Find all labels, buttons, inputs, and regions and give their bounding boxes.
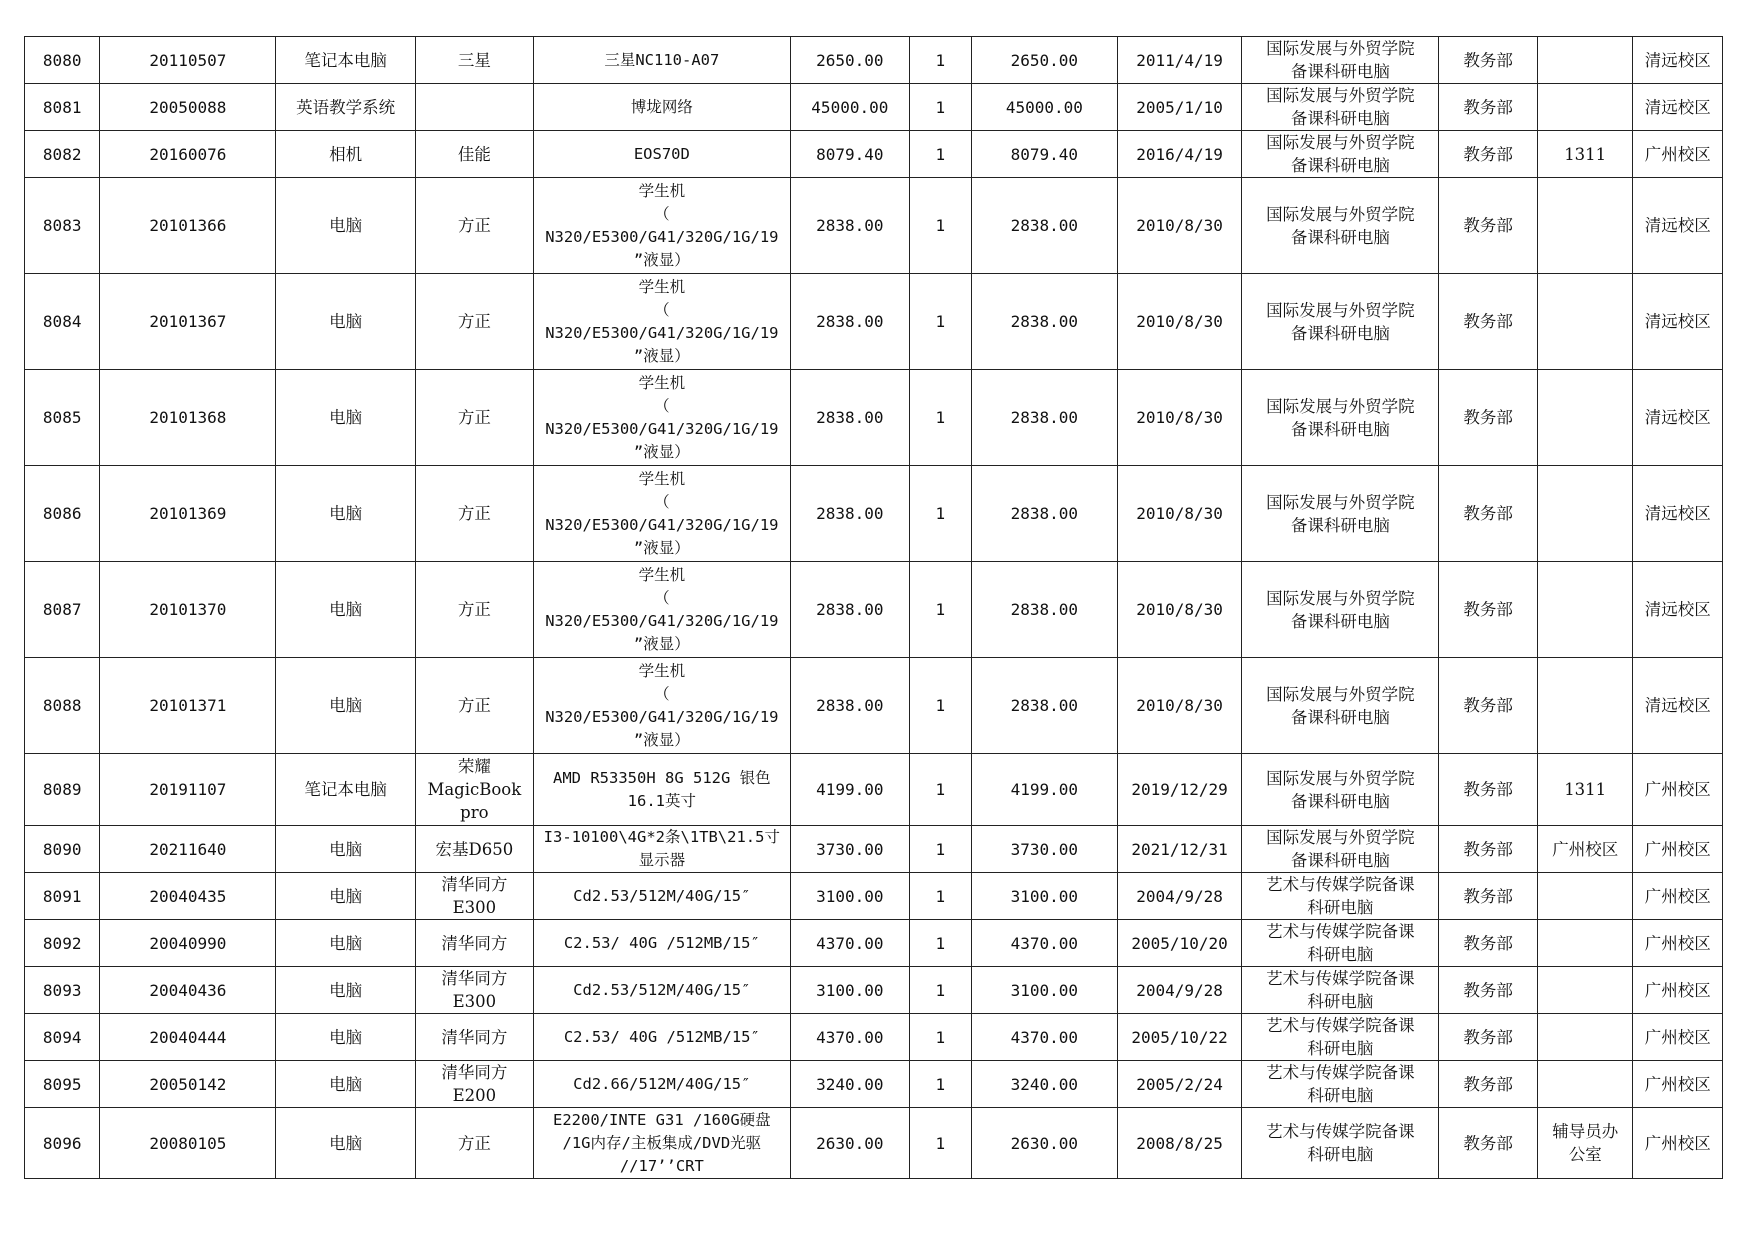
asset-no-cell: 20040435 xyxy=(100,873,276,920)
department-cell: 教务部 xyxy=(1439,562,1538,658)
asset-no-cell: 20050142 xyxy=(100,1061,276,1108)
spec-cell: EOS70D xyxy=(533,131,790,178)
purchase-date-cell: 2010/8/30 xyxy=(1117,274,1242,370)
seq-cell: 8091 xyxy=(25,873,100,920)
usage-cell: 国际发展与外贸学院 备课科研电脑 xyxy=(1242,37,1439,84)
quantity-cell: 1 xyxy=(909,562,971,658)
location-cell xyxy=(1537,370,1633,466)
quantity-cell: 1 xyxy=(909,1061,971,1108)
department-cell: 教务部 xyxy=(1439,1108,1538,1179)
usage-cell: 国际发展与外贸学院 备课科研电脑 xyxy=(1242,370,1439,466)
purchase-date-cell: 2005/2/24 xyxy=(1117,1061,1242,1108)
quantity-cell: 1 xyxy=(909,178,971,274)
spec-cell: 博垅网络 xyxy=(533,84,790,131)
purchase-date-cell: 2005/10/20 xyxy=(1117,920,1242,967)
purchase-date-cell: 2010/8/30 xyxy=(1117,562,1242,658)
asset-table-body xyxy=(25,37,1723,1179)
amount-cell: 4370.00 xyxy=(971,1014,1117,1061)
location-cell: 广州校区 xyxy=(1537,826,1633,873)
spec-cell: Cd2.53/512M/40G/15″ xyxy=(533,873,790,920)
amount-cell: 2838.00 xyxy=(971,562,1117,658)
campus-cell: 广州校区 xyxy=(1633,967,1723,1014)
item-name-cell: 电脑 xyxy=(276,562,416,658)
asset-no-cell: 20040990 xyxy=(100,920,276,967)
seq-cell: 8087 xyxy=(25,562,100,658)
brand-cell: 荣耀 MagicBook pro xyxy=(416,754,534,826)
quantity-cell: 1 xyxy=(909,370,971,466)
amount-cell: 2838.00 xyxy=(971,658,1117,754)
quantity-cell: 1 xyxy=(909,466,971,562)
location-cell: 1311 xyxy=(1537,754,1633,826)
brand-cell: 清华同方 xyxy=(416,920,534,967)
asset-no-cell: 20101367 xyxy=(100,274,276,370)
purchase-date-cell: 2005/10/22 xyxy=(1117,1014,1242,1061)
campus-cell: 广州校区 xyxy=(1633,920,1723,967)
table-row xyxy=(25,1061,1723,1108)
department-cell: 教务部 xyxy=(1439,658,1538,754)
item-name-cell: 英语教学系统 xyxy=(276,84,416,131)
amount-cell: 2838.00 xyxy=(971,466,1117,562)
seq-cell: 8080 xyxy=(25,37,100,84)
location-cell xyxy=(1537,84,1633,131)
campus-cell: 清远校区 xyxy=(1633,274,1723,370)
quantity-cell: 1 xyxy=(909,658,971,754)
department-cell: 教务部 xyxy=(1439,274,1538,370)
asset-no-cell: 20191107 xyxy=(100,754,276,826)
table-row xyxy=(25,967,1723,1014)
location-cell xyxy=(1537,873,1633,920)
spec-cell: I3-10100\4G*2条\1TB\21.5寸 显示器 xyxy=(533,826,790,873)
amount-cell: 2630.00 xyxy=(971,1108,1117,1179)
quantity-cell: 1 xyxy=(909,84,971,131)
brand-cell: 方正 xyxy=(416,562,534,658)
brand-cell: 方正 xyxy=(416,1108,534,1179)
seq-cell: 8083 xyxy=(25,178,100,274)
location-cell xyxy=(1537,967,1633,1014)
brand-cell: 方正 xyxy=(416,466,534,562)
campus-cell: 广州校区 xyxy=(1633,754,1723,826)
seq-cell: 8085 xyxy=(25,370,100,466)
department-cell: 教务部 xyxy=(1439,178,1538,274)
spec-cell: 学生机 （ N320/E5300/G41/320G/1G/19 ”液显） xyxy=(533,658,790,754)
purchase-date-cell: 2010/8/30 xyxy=(1117,370,1242,466)
department-cell: 教务部 xyxy=(1439,967,1538,1014)
table-row xyxy=(25,466,1723,562)
unit-price-cell: 3100.00 xyxy=(791,967,910,1014)
usage-cell: 国际发展与外贸学院 备课科研电脑 xyxy=(1242,131,1439,178)
purchase-date-cell: 2010/8/30 xyxy=(1117,466,1242,562)
table-row xyxy=(25,131,1723,178)
purchase-date-cell: 2005/1/10 xyxy=(1117,84,1242,131)
item-name-cell: 电脑 xyxy=(276,1014,416,1061)
item-name-cell: 相机 xyxy=(276,131,416,178)
item-name-cell: 电脑 xyxy=(276,1108,416,1179)
department-cell: 教务部 xyxy=(1439,370,1538,466)
unit-price-cell: 4370.00 xyxy=(791,920,910,967)
location-cell xyxy=(1537,466,1633,562)
department-cell: 教务部 xyxy=(1439,466,1538,562)
asset-no-cell: 20101371 xyxy=(100,658,276,754)
asset-no-cell: 20101368 xyxy=(100,370,276,466)
department-cell: 教务部 xyxy=(1439,1061,1538,1108)
item-name-cell: 电脑 xyxy=(276,873,416,920)
item-name-cell: 电脑 xyxy=(276,1061,416,1108)
spec-cell: 三星NC110-A07 xyxy=(533,37,790,84)
location-cell xyxy=(1537,1061,1633,1108)
location-cell xyxy=(1537,1014,1633,1061)
department-cell: 教务部 xyxy=(1439,920,1538,967)
location-cell xyxy=(1537,178,1633,274)
purchase-date-cell: 2010/8/30 xyxy=(1117,658,1242,754)
usage-cell: 国际发展与外贸学院 备课科研电脑 xyxy=(1242,466,1439,562)
spec-cell: AMD R53350H 8G 512G 银色 16.1英寸 xyxy=(533,754,790,826)
unit-price-cell: 2838.00 xyxy=(791,466,910,562)
item-name-cell: 电脑 xyxy=(276,658,416,754)
table-row xyxy=(25,84,1723,131)
campus-cell: 清远校区 xyxy=(1633,466,1723,562)
unit-price-cell: 2630.00 xyxy=(791,1108,910,1179)
department-cell: 教务部 xyxy=(1439,84,1538,131)
table-row xyxy=(25,658,1723,754)
item-name-cell: 电脑 xyxy=(276,967,416,1014)
seq-cell: 8093 xyxy=(25,967,100,1014)
location-cell xyxy=(1537,37,1633,84)
item-name-cell: 电脑 xyxy=(276,274,416,370)
campus-cell: 清远校区 xyxy=(1633,562,1723,658)
location-cell xyxy=(1537,658,1633,754)
brand-cell: 清华同方 E300 xyxy=(416,873,534,920)
location-cell: 辅导员办 公室 xyxy=(1537,1108,1633,1179)
unit-price-cell: 2838.00 xyxy=(791,658,910,754)
amount-cell: 4370.00 xyxy=(971,920,1117,967)
spec-cell: C2.53/ 40G /512MB/15″ xyxy=(533,920,790,967)
unit-price-cell: 3100.00 xyxy=(791,873,910,920)
unit-price-cell: 3240.00 xyxy=(791,1061,910,1108)
quantity-cell: 1 xyxy=(909,274,971,370)
campus-cell: 清远校区 xyxy=(1633,37,1723,84)
table-row xyxy=(25,370,1723,466)
location-cell xyxy=(1537,562,1633,658)
brand-cell: 清华同方 xyxy=(416,1014,534,1061)
unit-price-cell: 45000.00 xyxy=(791,84,910,131)
asset-no-cell: 20160076 xyxy=(100,131,276,178)
spec-cell: 学生机 （ N320/E5300/G41/320G/1G/19 ”液显） xyxy=(533,274,790,370)
spec-cell: Cd2.66/512M/40G/15″ xyxy=(533,1061,790,1108)
table-row xyxy=(25,274,1723,370)
asset-table xyxy=(24,36,1723,1179)
quantity-cell: 1 xyxy=(909,826,971,873)
item-name-cell: 电脑 xyxy=(276,466,416,562)
asset-no-cell: 20211640 xyxy=(100,826,276,873)
purchase-date-cell: 2019/12/29 xyxy=(1117,754,1242,826)
quantity-cell: 1 xyxy=(909,37,971,84)
amount-cell: 2650.00 xyxy=(971,37,1117,84)
unit-price-cell: 2838.00 xyxy=(791,370,910,466)
unit-price-cell: 2838.00 xyxy=(791,178,910,274)
asset-no-cell: 20050088 xyxy=(100,84,276,131)
seq-cell: 8096 xyxy=(25,1108,100,1179)
usage-cell: 艺术与传媒学院备课 科研电脑 xyxy=(1242,1061,1439,1108)
seq-cell: 8090 xyxy=(25,826,100,873)
brand-cell xyxy=(416,84,534,131)
quantity-cell: 1 xyxy=(909,1108,971,1179)
campus-cell: 清远校区 xyxy=(1633,370,1723,466)
campus-cell: 广州校区 xyxy=(1633,131,1723,178)
unit-price-cell: 2838.00 xyxy=(791,562,910,658)
table-row xyxy=(25,920,1723,967)
amount-cell: 2838.00 xyxy=(971,370,1117,466)
department-cell: 教务部 xyxy=(1439,1014,1538,1061)
usage-cell: 艺术与传媒学院备课 科研电脑 xyxy=(1242,920,1439,967)
quantity-cell: 1 xyxy=(909,873,971,920)
item-name-cell: 笔记本电脑 xyxy=(276,37,416,84)
department-cell: 教务部 xyxy=(1439,37,1538,84)
quantity-cell: 1 xyxy=(909,920,971,967)
amount-cell: 8079.40 xyxy=(971,131,1117,178)
table-row xyxy=(25,1108,1723,1179)
amount-cell: 3240.00 xyxy=(971,1061,1117,1108)
quantity-cell: 1 xyxy=(909,754,971,826)
purchase-date-cell: 2004/9/28 xyxy=(1117,967,1242,1014)
brand-cell: 佳能 xyxy=(416,131,534,178)
usage-cell: 国际发展与外贸学院 备课科研电脑 xyxy=(1242,754,1439,826)
amount-cell: 45000.00 xyxy=(971,84,1117,131)
spec-cell: 学生机 （ N320/E5300/G41/320G/1G/19 ”液显） xyxy=(533,562,790,658)
amount-cell: 4199.00 xyxy=(971,754,1117,826)
table-row xyxy=(25,562,1723,658)
unit-price-cell: 2650.00 xyxy=(791,37,910,84)
purchase-date-cell: 2016/4/19 xyxy=(1117,131,1242,178)
asset-no-cell: 20110507 xyxy=(100,37,276,84)
location-cell: 1311 xyxy=(1537,131,1633,178)
brand-cell: 方正 xyxy=(416,658,534,754)
spec-cell: 学生机 （ N320/E5300/G41/320G/1G/19 ”液显） xyxy=(533,370,790,466)
usage-cell: 艺术与传媒学院备课 科研电脑 xyxy=(1242,873,1439,920)
usage-cell: 艺术与传媒学院备课 科研电脑 xyxy=(1242,1014,1439,1061)
seq-cell: 8086 xyxy=(25,466,100,562)
asset-no-cell: 20040436 xyxy=(100,967,276,1014)
campus-cell: 广州校区 xyxy=(1633,1014,1723,1061)
campus-cell: 广州校区 xyxy=(1633,873,1723,920)
item-name-cell: 笔记本电脑 xyxy=(276,754,416,826)
asset-no-cell: 20080105 xyxy=(100,1108,276,1179)
unit-price-cell: 3730.00 xyxy=(791,826,910,873)
purchase-date-cell: 2021/12/31 xyxy=(1117,826,1242,873)
seq-cell: 8081 xyxy=(25,84,100,131)
seq-cell: 8082 xyxy=(25,131,100,178)
usage-cell: 艺术与传媒学院备课 科研电脑 xyxy=(1242,967,1439,1014)
item-name-cell: 电脑 xyxy=(276,178,416,274)
unit-price-cell: 2838.00 xyxy=(791,274,910,370)
brand-cell: 清华同方 E300 xyxy=(416,967,534,1014)
seq-cell: 8084 xyxy=(25,274,100,370)
brand-cell: 宏基D650 xyxy=(416,826,534,873)
spec-cell: 学生机 （ N320/E5300/G41/320G/1G/19 ”液显） xyxy=(533,466,790,562)
table-row xyxy=(25,37,1723,84)
location-cell xyxy=(1537,274,1633,370)
item-name-cell: 电脑 xyxy=(276,920,416,967)
amount-cell: 3730.00 xyxy=(971,826,1117,873)
spec-cell: C2.53/ 40G /512MB/15″ xyxy=(533,1014,790,1061)
usage-cell: 国际发展与外贸学院 备课科研电脑 xyxy=(1242,274,1439,370)
purchase-date-cell: 2011/4/19 xyxy=(1117,37,1242,84)
purchase-date-cell: 2004/9/28 xyxy=(1117,873,1242,920)
campus-cell: 广州校区 xyxy=(1633,1061,1723,1108)
campus-cell: 清远校区 xyxy=(1633,658,1723,754)
amount-cell: 2838.00 xyxy=(971,274,1117,370)
item-name-cell: 电脑 xyxy=(276,370,416,466)
brand-cell: 方正 xyxy=(416,370,534,466)
amount-cell: 2838.00 xyxy=(971,178,1117,274)
seq-cell: 8088 xyxy=(25,658,100,754)
table-row xyxy=(25,178,1723,274)
brand-cell: 方正 xyxy=(416,274,534,370)
spec-cell: E2200/INTE G31 /160G硬盘 /1G内存/主板集成/DVD光驱 //17’’CRT xyxy=(533,1108,790,1179)
campus-cell: 广州校区 xyxy=(1633,1108,1723,1179)
asset-no-cell: 20040444 xyxy=(100,1014,276,1061)
table-row xyxy=(25,826,1723,873)
amount-cell: 3100.00 xyxy=(971,873,1117,920)
location-cell xyxy=(1537,920,1633,967)
seq-cell: 8089 xyxy=(25,754,100,826)
item-name-cell: 电脑 xyxy=(276,826,416,873)
asset-no-cell: 20101366 xyxy=(100,178,276,274)
usage-cell: 国际发展与外贸学院 备课科研电脑 xyxy=(1242,562,1439,658)
purchase-date-cell: 2010/8/30 xyxy=(1117,178,1242,274)
quantity-cell: 1 xyxy=(909,967,971,1014)
usage-cell: 国际发展与外贸学院 备课科研电脑 xyxy=(1242,826,1439,873)
spec-cell: Cd2.53/512M/40G/15″ xyxy=(533,967,790,1014)
amount-cell: 3100.00 xyxy=(971,967,1117,1014)
department-cell: 教务部 xyxy=(1439,826,1538,873)
brand-cell: 三星 xyxy=(416,37,534,84)
unit-price-cell: 4370.00 xyxy=(791,1014,910,1061)
table-row xyxy=(25,1014,1723,1061)
asset-no-cell: 20101370 xyxy=(100,562,276,658)
quantity-cell: 1 xyxy=(909,131,971,178)
campus-cell: 广州校区 xyxy=(1633,826,1723,873)
unit-price-cell: 8079.40 xyxy=(791,131,910,178)
table-row xyxy=(25,754,1723,826)
department-cell: 教务部 xyxy=(1439,754,1538,826)
campus-cell: 清远校区 xyxy=(1633,178,1723,274)
campus-cell: 清远校区 xyxy=(1633,84,1723,131)
brand-cell: 清华同方 E200 xyxy=(416,1061,534,1108)
brand-cell: 方正 xyxy=(416,178,534,274)
unit-price-cell: 4199.00 xyxy=(791,754,910,826)
usage-cell: 国际发展与外贸学院 备课科研电脑 xyxy=(1242,84,1439,131)
seq-cell: 8094 xyxy=(25,1014,100,1061)
seq-cell: 8095 xyxy=(25,1061,100,1108)
quantity-cell: 1 xyxy=(909,1014,971,1061)
department-cell: 教务部 xyxy=(1439,131,1538,178)
table-row xyxy=(25,873,1723,920)
asset-no-cell: 20101369 xyxy=(100,466,276,562)
usage-cell: 国际发展与外贸学院 备课科研电脑 xyxy=(1242,658,1439,754)
seq-cell: 8092 xyxy=(25,920,100,967)
usage-cell: 艺术与传媒学院备课 科研电脑 xyxy=(1242,1108,1439,1179)
department-cell: 教务部 xyxy=(1439,873,1538,920)
spec-cell: 学生机 （ N320/E5300/G41/320G/1G/19 ”液显） xyxy=(533,178,790,274)
purchase-date-cell: 2008/8/25 xyxy=(1117,1108,1242,1179)
usage-cell: 国际发展与外贸学院 备课科研电脑 xyxy=(1242,178,1439,274)
